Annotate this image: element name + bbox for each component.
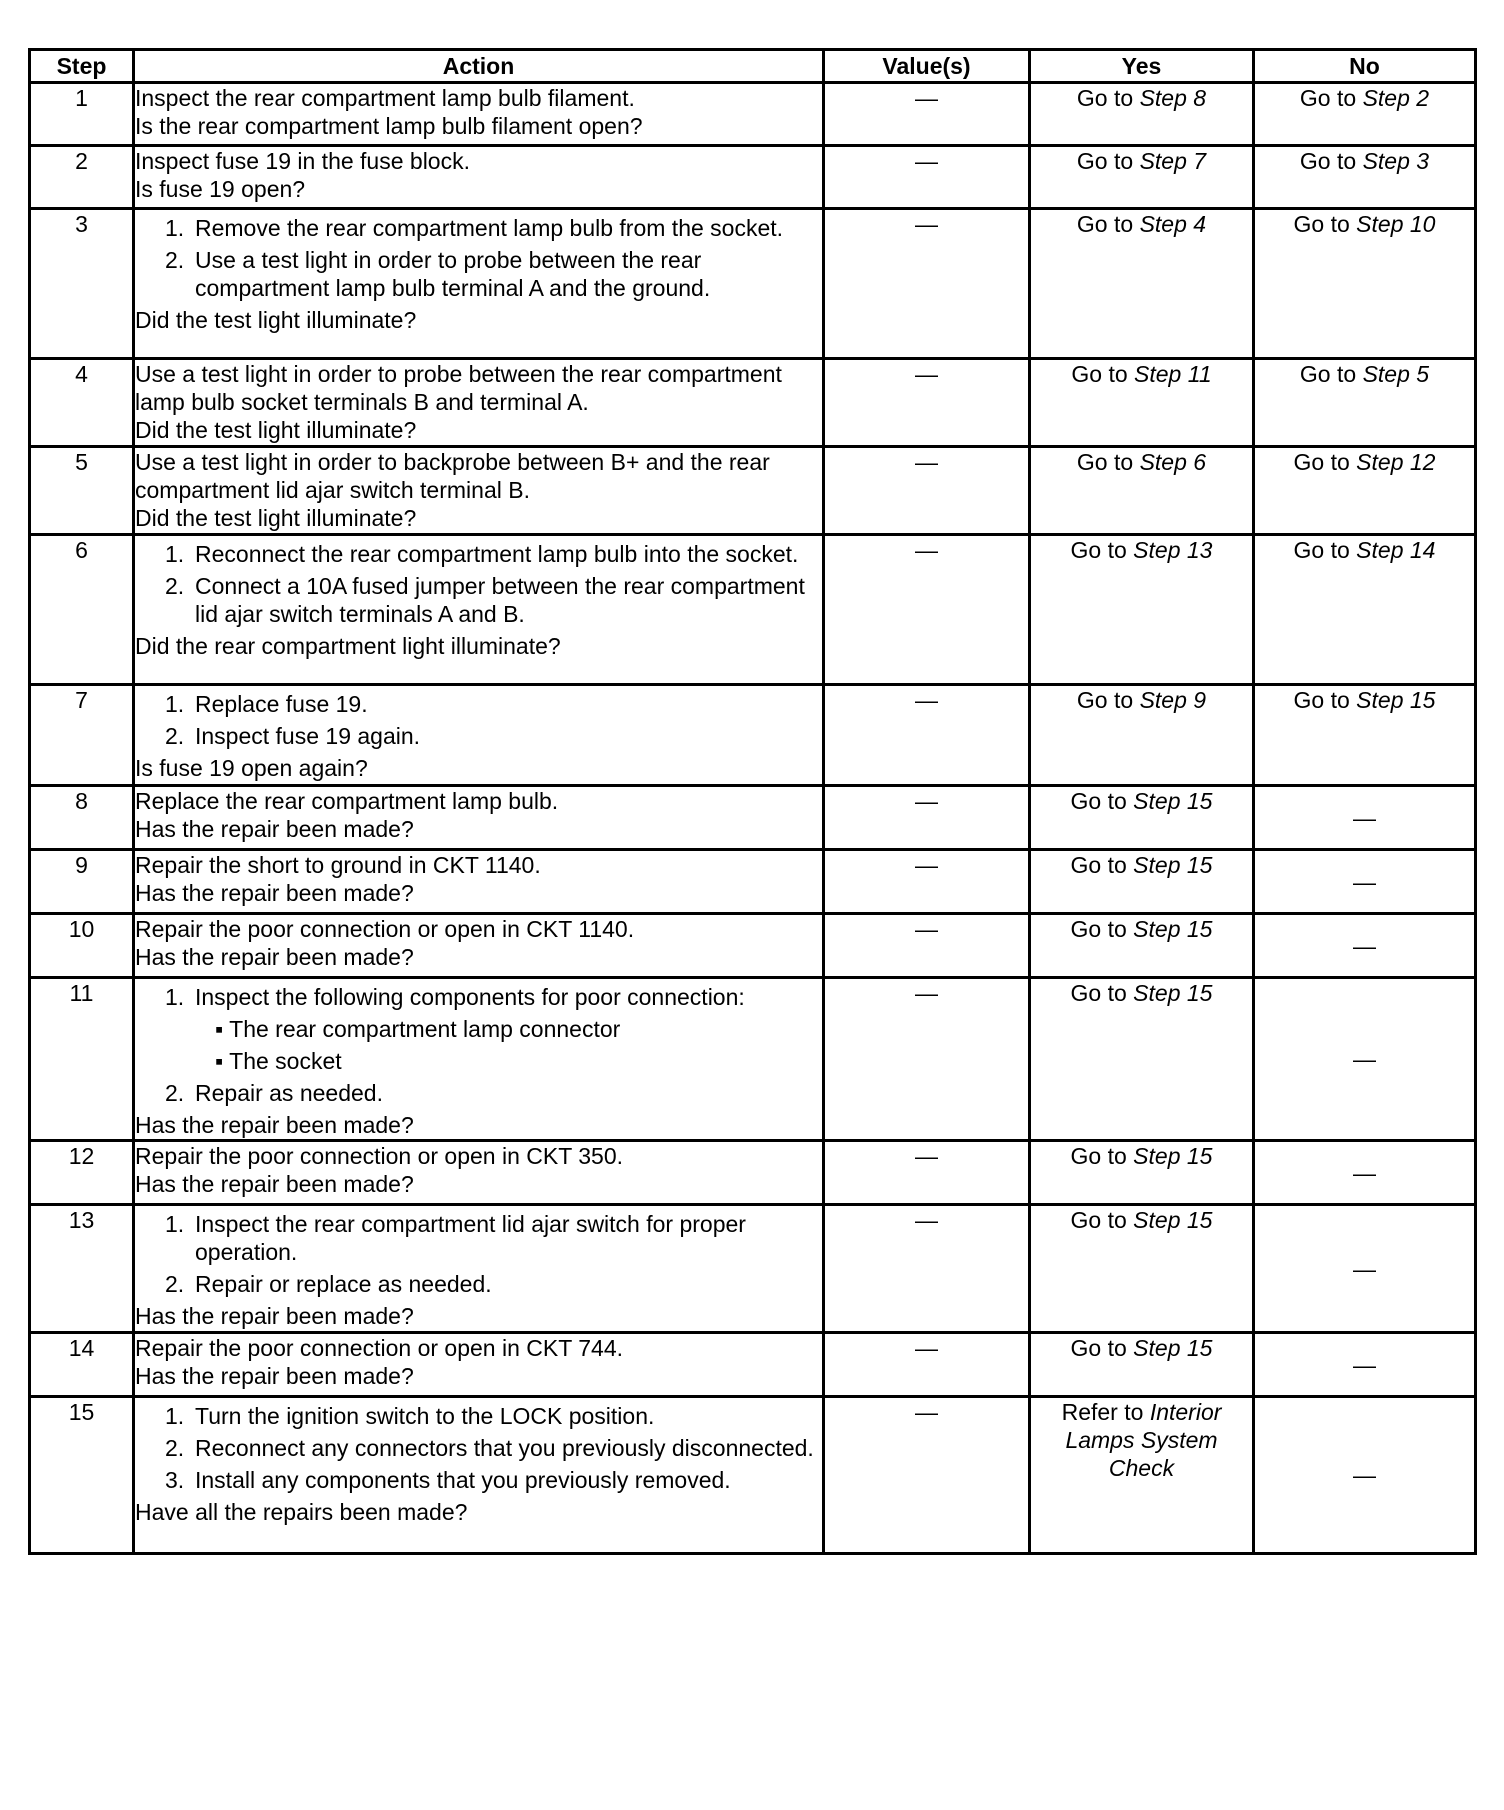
yes-prefix: Go to bbox=[1070, 788, 1134, 814]
step-number: 4 bbox=[30, 359, 134, 447]
step-number: 13 bbox=[30, 1205, 134, 1333]
yes-goto bbox=[1062, 1399, 1222, 1481]
no-prefix: Go to bbox=[1293, 449, 1357, 475]
action-question: Have all the repairs been made? bbox=[135, 1499, 468, 1525]
yes-prefix: Go to bbox=[1070, 852, 1134, 878]
action-text: Replace the rear compartment lamp bulb. bbox=[135, 788, 559, 814]
table-row bbox=[30, 914, 1476, 978]
value-dash: — bbox=[915, 687, 938, 713]
action-cell bbox=[134, 786, 824, 850]
yes-goto bbox=[1071, 788, 1213, 814]
yes-cell bbox=[1030, 978, 1254, 1141]
step-number: 15 bbox=[30, 1397, 134, 1554]
yes-prefix: Go to bbox=[1076, 148, 1140, 174]
action-question: Is the rear compartment lamp bulb filament open? bbox=[135, 113, 643, 139]
no-dash: — bbox=[1353, 1351, 1376, 1378]
value-dash: — bbox=[915, 211, 938, 237]
action-question: Did the test light illuminate? bbox=[135, 505, 417, 531]
action-question: Did the test light illuminate? bbox=[135, 307, 417, 333]
item-number: 1. bbox=[165, 1211, 185, 1237]
no-cell bbox=[1254, 1205, 1476, 1333]
header-values: Value(s) bbox=[824, 50, 1030, 83]
action-cell bbox=[134, 209, 824, 359]
yes-cell bbox=[1030, 1333, 1254, 1397]
no-prefix: Go to bbox=[1299, 361, 1363, 387]
value-dash: — bbox=[915, 788, 938, 814]
value-cell bbox=[824, 685, 1030, 786]
item-text: Connect a 10A fused jumper between the rear compartment lid ajar switch terminals A and B. bbox=[195, 573, 805, 627]
yes-cell bbox=[1030, 447, 1254, 535]
action-question: Has the repair been made? bbox=[135, 816, 414, 842]
value-dash: — bbox=[915, 980, 938, 1006]
table-row bbox=[30, 850, 1476, 914]
action-text: Use a test light in order to probe between the rear compartment lamp bulb socket terminals B and terminal A. bbox=[135, 361, 782, 415]
no-dash: — bbox=[1353, 1159, 1376, 1186]
action-cell bbox=[134, 914, 824, 978]
yes-step-ref: Step 7 bbox=[1139, 148, 1207, 174]
table-row bbox=[30, 1333, 1476, 1397]
yes-step-ref: Step 11 bbox=[1134, 361, 1212, 387]
step-number: 7 bbox=[30, 685, 134, 786]
item-text: Replace fuse 19. bbox=[195, 691, 368, 717]
step-number: 10 bbox=[30, 914, 134, 978]
value-cell bbox=[824, 914, 1030, 978]
no-prefix: Go to bbox=[1293, 211, 1357, 237]
value-dash: — bbox=[915, 148, 938, 174]
value-cell bbox=[824, 1141, 1030, 1205]
item-number: 1. bbox=[165, 691, 185, 717]
step-number: 3 bbox=[30, 209, 134, 359]
value-cell bbox=[824, 786, 1030, 850]
action-cell bbox=[134, 146, 824, 209]
bullet-text: The socket bbox=[229, 1048, 342, 1074]
no-step-ref: Step 14 bbox=[1356, 537, 1436, 563]
action-question: Did the test light illuminate? bbox=[135, 417, 417, 443]
value-cell bbox=[824, 209, 1030, 359]
item-text: Install any components that you previously removed. bbox=[195, 1467, 731, 1493]
action-cell bbox=[134, 685, 824, 786]
yes-cell bbox=[1030, 786, 1254, 850]
no-step-ref: Step 3 bbox=[1362, 148, 1430, 174]
action-question: Has the repair been made? bbox=[135, 1303, 414, 1329]
action-text: Repair the poor connection or open in CKT 744. bbox=[135, 1335, 623, 1361]
action-question: Is fuse 19 open again? bbox=[135, 755, 368, 781]
action-cell bbox=[134, 359, 824, 447]
no-goto bbox=[1294, 687, 1436, 713]
no-step-ref: Step 10 bbox=[1356, 211, 1436, 237]
yes-cell bbox=[1030, 146, 1254, 209]
item-text: Inspect the rear compartment lid ajar switch for proper operation. bbox=[195, 1211, 746, 1265]
value-cell bbox=[824, 850, 1030, 914]
action-question: Has the repair been made? bbox=[135, 880, 414, 906]
item-number: 2. bbox=[165, 573, 185, 599]
numbered-item bbox=[135, 722, 822, 750]
yes-step-ref: Step 4 bbox=[1139, 211, 1207, 237]
no-cell bbox=[1254, 978, 1476, 1141]
yes-goto bbox=[1071, 1143, 1213, 1169]
value-cell bbox=[824, 978, 1030, 1141]
value-cell bbox=[824, 535, 1030, 685]
item-text: Repair as needed. bbox=[195, 1080, 383, 1106]
action-cell bbox=[134, 978, 824, 1141]
no-goto bbox=[1300, 85, 1429, 111]
item-number: 2. bbox=[165, 247, 185, 273]
no-cell bbox=[1254, 146, 1476, 209]
no-cell bbox=[1254, 1333, 1476, 1397]
no-prefix: Go to bbox=[1293, 537, 1357, 563]
no-goto bbox=[1294, 449, 1436, 475]
value-dash: — bbox=[915, 1399, 938, 1425]
yes-prefix: Go to bbox=[1076, 449, 1140, 475]
no-goto bbox=[1294, 211, 1436, 237]
table-row bbox=[30, 978, 1476, 1141]
diagnostic-table-container bbox=[28, 48, 1474, 1555]
yes-step-ref: Step 15 bbox=[1133, 1207, 1213, 1233]
value-cell bbox=[824, 146, 1030, 209]
no-dash: — bbox=[1353, 868, 1376, 895]
no-dash: — bbox=[1353, 1462, 1376, 1488]
numbered-item bbox=[135, 214, 822, 242]
action-text: Repair the poor connection or open in CKT 350. bbox=[135, 1143, 623, 1169]
value-dash: — bbox=[915, 361, 938, 387]
action-cell bbox=[134, 447, 824, 535]
action-text: Inspect fuse 19 in the fuse block. bbox=[135, 148, 470, 174]
item-number: 1. bbox=[165, 984, 185, 1010]
value-cell bbox=[824, 1397, 1030, 1554]
item-number: 2. bbox=[165, 723, 185, 749]
numbered-item bbox=[135, 1210, 822, 1266]
yes-cell bbox=[1030, 1141, 1254, 1205]
yes-prefix: Go to bbox=[1076, 687, 1140, 713]
yes-cell bbox=[1030, 914, 1254, 978]
numbered-item bbox=[135, 1079, 822, 1107]
yes-prefix: Go to bbox=[1070, 1335, 1134, 1361]
no-step-ref: Step 12 bbox=[1356, 449, 1436, 475]
table-row bbox=[30, 1141, 1476, 1205]
item-number: 2. bbox=[165, 1435, 185, 1461]
no-cell bbox=[1254, 535, 1476, 685]
action-cell bbox=[134, 1141, 824, 1205]
yes-step-ref: Step 9 bbox=[1139, 687, 1207, 713]
value-dash: — bbox=[915, 852, 938, 878]
no-goto bbox=[1294, 537, 1436, 563]
action-cell bbox=[134, 1205, 824, 1333]
action-cell bbox=[134, 535, 824, 685]
value-dash: — bbox=[915, 916, 938, 942]
yes-cell bbox=[1030, 535, 1254, 685]
no-step-ref: Step 2 bbox=[1362, 85, 1430, 111]
no-dash: — bbox=[1353, 1255, 1376, 1282]
item-text: Inspect fuse 19 again. bbox=[195, 723, 421, 749]
yes-step-ref: Step 13 bbox=[1133, 537, 1213, 563]
no-dash: — bbox=[1353, 932, 1376, 959]
yes-prefix: Go to bbox=[1070, 916, 1134, 942]
yes-goto bbox=[1071, 852, 1213, 878]
yes-goto bbox=[1071, 980, 1213, 1006]
no-cell bbox=[1254, 83, 1476, 146]
numbered-item bbox=[135, 983, 822, 1011]
yes-cell bbox=[1030, 359, 1254, 447]
item-number: 3. bbox=[165, 1467, 185, 1493]
yes-step-ref: Step 15 bbox=[1133, 852, 1213, 878]
action-text: Use a test light in order to backprobe between B+ and the rear compartment lid ajar switch terminal B. bbox=[135, 449, 770, 503]
action-question: Has the repair been made? bbox=[135, 944, 414, 970]
value-dash: — bbox=[915, 1335, 938, 1361]
no-cell bbox=[1254, 1397, 1476, 1554]
no-cell bbox=[1254, 850, 1476, 914]
yes-prefix: Go to bbox=[1076, 211, 1140, 237]
step-number: 1 bbox=[30, 83, 134, 146]
value-dash: — bbox=[915, 449, 938, 475]
action-cell bbox=[134, 1333, 824, 1397]
item-number: 1. bbox=[165, 1403, 185, 1429]
action-cell bbox=[134, 850, 824, 914]
yes-step-ref: Step 8 bbox=[1139, 85, 1207, 111]
item-text: Use a test light in order to probe between the rear compartment lamp bulb terminal A and the ground. bbox=[195, 247, 711, 301]
yes-goto bbox=[1077, 148, 1206, 174]
no-step-ref: Step 15 bbox=[1356, 687, 1436, 713]
yes-step-ref: Step 15 bbox=[1133, 916, 1213, 942]
table-row bbox=[30, 1397, 1476, 1554]
item-text: Inspect the following components for poor connection: bbox=[195, 984, 745, 1010]
action-cell bbox=[134, 83, 824, 146]
numbered-item bbox=[135, 1402, 822, 1430]
numbered-item bbox=[135, 246, 822, 302]
header-row bbox=[30, 50, 1476, 83]
item-text: Remove the rear compartment lamp bulb from the socket. bbox=[195, 215, 784, 241]
item-number: 2. bbox=[165, 1080, 185, 1106]
step-number: 5 bbox=[30, 447, 134, 535]
no-cell bbox=[1254, 914, 1476, 978]
item-text: Turn the ignition switch to the LOCK position. bbox=[195, 1403, 655, 1429]
value-dash: — bbox=[915, 537, 938, 563]
step-number: 11 bbox=[30, 978, 134, 1141]
value-cell bbox=[824, 1333, 1030, 1397]
yes-cell bbox=[1030, 1205, 1254, 1333]
item-text: Reconnect the rear compartment lamp bulb into the socket. bbox=[195, 541, 799, 567]
item-number: 2. bbox=[165, 1271, 185, 1297]
table-row bbox=[30, 1205, 1476, 1333]
no-cell bbox=[1254, 209, 1476, 359]
no-dash: — bbox=[1353, 804, 1376, 831]
no-cell bbox=[1254, 685, 1476, 786]
yes-prefix: Go to bbox=[1071, 361, 1135, 387]
table-row bbox=[30, 83, 1476, 146]
no-cell bbox=[1254, 359, 1476, 447]
yes-cell bbox=[1030, 209, 1254, 359]
action-question: Has the repair been made? bbox=[135, 1171, 414, 1197]
step-number: 8 bbox=[30, 786, 134, 850]
no-dash: — bbox=[1353, 1046, 1376, 1072]
yes-goto bbox=[1071, 1335, 1213, 1361]
action-question: Has the repair been made? bbox=[135, 1363, 414, 1389]
no-cell bbox=[1254, 447, 1476, 535]
yes-step-ref: Step 15 bbox=[1133, 1335, 1213, 1361]
header-step: Step bbox=[30, 50, 134, 83]
numbered-item bbox=[135, 1270, 822, 1298]
yes-step-ref: Step 6 bbox=[1139, 449, 1207, 475]
table-row bbox=[30, 535, 1476, 685]
yes-goto bbox=[1071, 361, 1211, 387]
value-cell bbox=[824, 83, 1030, 146]
action-text: Repair the short to ground in CKT 1140. bbox=[135, 852, 541, 878]
yes-prefix: Go to bbox=[1070, 1143, 1134, 1169]
value-dash: — bbox=[915, 1143, 938, 1169]
table-row bbox=[30, 786, 1476, 850]
yes-goto bbox=[1077, 211, 1206, 237]
item-number: 1. bbox=[165, 541, 185, 567]
numbered-item bbox=[135, 1434, 822, 1462]
yes-goto bbox=[1071, 916, 1213, 942]
item-text: Reconnect any connectors that you previously disconnected. bbox=[195, 1435, 814, 1461]
numbered-item bbox=[135, 690, 822, 718]
yes-cell bbox=[1030, 685, 1254, 786]
no-cell bbox=[1254, 786, 1476, 850]
yes-prefix: Refer to bbox=[1061, 1399, 1150, 1425]
yes-cell bbox=[1030, 850, 1254, 914]
bullet-item: ▪ The socket bbox=[215, 1048, 342, 1074]
bullet-item: ▪ The rear compartment lamp connector bbox=[215, 1016, 621, 1042]
no-step-ref: Step 5 bbox=[1362, 361, 1430, 387]
action-cell bbox=[134, 1397, 824, 1554]
value-dash: — bbox=[915, 85, 938, 111]
action-question: Has the repair been made? bbox=[135, 1112, 414, 1138]
numbered-item bbox=[135, 572, 822, 628]
table-row bbox=[30, 146, 1476, 209]
no-prefix: Go to bbox=[1299, 85, 1363, 111]
header-action: Action bbox=[134, 50, 824, 83]
action-question: Is fuse 19 open? bbox=[135, 176, 306, 202]
numbered-item bbox=[135, 1466, 822, 1494]
value-cell bbox=[824, 447, 1030, 535]
table-row bbox=[30, 685, 1476, 786]
header-no: No bbox=[1254, 50, 1476, 83]
yes-step-ref: Step 15 bbox=[1133, 1143, 1213, 1169]
yes-cell bbox=[1030, 83, 1254, 146]
header-yes: Yes bbox=[1030, 50, 1254, 83]
step-number: 12 bbox=[30, 1141, 134, 1205]
table-body bbox=[30, 83, 1476, 1554]
step-number: 6 bbox=[30, 535, 134, 685]
value-dash: — bbox=[915, 1207, 938, 1233]
step-number: 9 bbox=[30, 850, 134, 914]
yes-goto bbox=[1077, 687, 1206, 713]
yes-prefix: Go to bbox=[1070, 1207, 1134, 1233]
yes-prefix: Go to bbox=[1076, 85, 1140, 111]
yes-goto bbox=[1077, 449, 1206, 475]
action-question: Did the rear compartment light illuminate? bbox=[135, 633, 561, 659]
no-goto bbox=[1300, 148, 1429, 174]
action-text: Inspect the rear compartment lamp bulb filament. bbox=[135, 85, 635, 111]
diagnostic-table bbox=[28, 48, 1477, 1555]
step-number: 14 bbox=[30, 1333, 134, 1397]
yes-goto bbox=[1071, 537, 1213, 563]
yes-goto bbox=[1077, 85, 1206, 111]
yes-step-ref: Interior Lamps System Check bbox=[1065, 1399, 1222, 1481]
no-goto bbox=[1300, 361, 1429, 387]
no-prefix: Go to bbox=[1299, 148, 1363, 174]
item-text: Repair or replace as needed. bbox=[195, 1271, 492, 1297]
yes-step-ref: Step 15 bbox=[1133, 788, 1213, 814]
action-text: Repair the poor connection or open in CKT 1140. bbox=[135, 916, 635, 942]
yes-cell bbox=[1030, 1397, 1254, 1554]
item-number: 1. bbox=[165, 215, 185, 241]
table-row bbox=[30, 447, 1476, 535]
step-number: 2 bbox=[30, 146, 134, 209]
no-cell bbox=[1254, 1141, 1476, 1205]
numbered-item bbox=[135, 540, 822, 568]
value-cell bbox=[824, 1205, 1030, 1333]
value-cell bbox=[824, 359, 1030, 447]
yes-goto bbox=[1071, 1207, 1213, 1233]
yes-step-ref: Step 15 bbox=[1133, 980, 1213, 1006]
no-prefix: Go to bbox=[1293, 687, 1357, 713]
bullet-text: The rear compartment lamp connector bbox=[229, 1016, 621, 1042]
yes-prefix: Go to bbox=[1070, 980, 1134, 1006]
yes-prefix: Go to bbox=[1070, 537, 1134, 563]
table-row bbox=[30, 359, 1476, 447]
table-row bbox=[30, 209, 1476, 359]
